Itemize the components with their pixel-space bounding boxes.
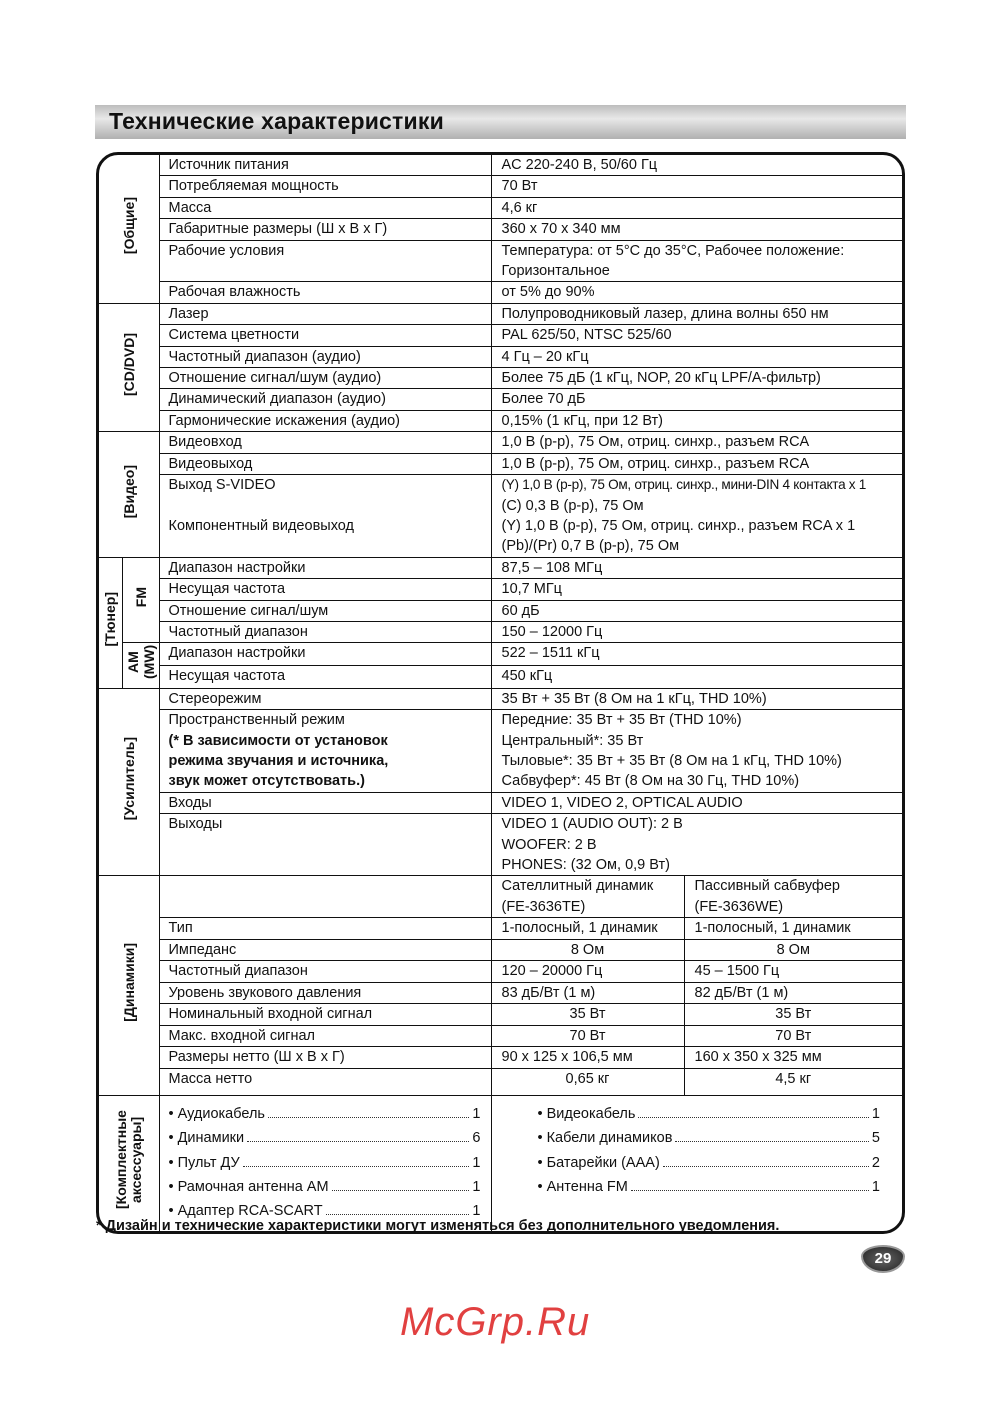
value-cell [491,282,902,303]
table-row [99,389,902,410]
cell-text: Несущая частота [168,581,286,598]
accessory-qty: 1 [472,1202,481,1219]
accessory-item [538,1126,903,1150]
value-cell [491,792,902,813]
cell-text: Видеовыход [168,455,253,472]
param-cell [159,876,491,918]
value-cell [491,710,902,793]
param-cell [159,197,491,218]
section-speakers [99,876,159,1096]
cell-text: 8 Ом [570,941,605,958]
cell-text: (C) 0,3 В (p-p), 75 Ом [501,497,644,514]
cell-text: Макс. входной сигнал [168,1027,315,1044]
value-cell [491,1025,684,1047]
value-cell [491,814,902,876]
param-cell [159,666,491,689]
table-row [99,643,902,666]
cell-text: Размеры нетто (Ш x В x Г) [168,1049,345,1066]
cell-text: 83 дБ/Вт (1 м) [501,984,596,1001]
accessory-name: • Видеокабель [537,1106,636,1123]
param-label: Динамический диапазон (аудио) [168,391,386,408]
table-row [99,325,902,346]
value-cell [684,1004,902,1026]
spec-table-body [99,155,902,1231]
cell-text: Передние: 35 Вт + 35 Вт (THD 10%) [501,712,742,729]
param-cell [159,155,491,176]
value-cell [684,939,902,961]
cell-text: 35 Вт [775,1006,812,1023]
param-cell [159,557,491,578]
cell-text: Тыловые*: 35 Вт + 35 Вт (8 Ом на 1 кГц, THD 10%) [501,752,842,769]
cell-text: 70 Вт [501,178,538,195]
cell-text: VIDEO 1 (AUDIO OUT): 2 В [501,816,683,833]
param-label: Габаритные размеры (Ш x В x Г) [168,221,388,238]
cell-text: Входы [168,794,212,811]
accessories-left [159,1096,491,1232]
cell-text: 60 дБ [501,602,540,619]
cell-text: Номинальный входной сигнал [168,1006,373,1023]
value-cell [684,1047,902,1069]
cell-text: режима звучания и источника, [168,752,389,769]
table-row [99,1047,902,1069]
param-cell [159,643,491,666]
cell-text: 4 Гц – 20 кГц [501,348,589,365]
param-cell [159,1047,491,1069]
cell-text: Пассивный сабвуфер [694,878,840,895]
leader-dots [663,1156,869,1167]
value-cell [491,176,902,197]
cell-text: Температура: от 5°C до 35°C, Рабочее положение: [501,242,845,259]
table-row [99,197,902,218]
accessory-item [169,1175,491,1199]
accessory-item [169,1151,491,1175]
cell-text: 35 Вт [569,1006,606,1023]
param-cell [159,710,491,793]
cell-text: Диапазон настройки [168,559,306,576]
accessory-name: • Рамочная антенна AM [168,1178,329,1195]
section-label-video: [Видео] [120,464,137,518]
accessory-qty: 5 [871,1130,880,1147]
accessory-qty: 2 [871,1154,880,1171]
cell-text: Масса нетто [168,1070,253,1087]
cell-text: Выход S-VIDEO [168,477,276,494]
cell-text: VIDEO 1, VIDEO 2, OPTICAL AUDIO [501,794,743,811]
cell-text: Горизонтальное [501,263,610,280]
param-cell [159,176,491,197]
accessory-name: • Адаптер RCA-SCART [168,1202,323,1219]
section-label-fm: FM [132,586,149,607]
param-cell [159,939,491,961]
value-cell [491,557,902,578]
leader-dots [638,1107,868,1118]
value-cell [684,918,902,940]
cell-text: Частотный диапазон [168,623,308,640]
cell-text: Импеданс [168,941,237,958]
table-row [99,982,902,1004]
section-video [99,432,159,557]
param-cell [159,453,491,474]
table-row [99,346,902,367]
accessory-name: • Аудиокабель [168,1106,265,1123]
cell-text: 90 x 125 x 106,5 мм [501,1049,633,1066]
cell-text: Стереорежим [168,690,262,707]
accessory-qty: 1 [871,1106,880,1123]
leader-dots [675,1131,869,1142]
value-cell [491,453,902,474]
table-row [99,432,902,453]
accessory-qty: 1 [472,1106,481,1123]
value-cell [491,240,902,282]
value-cell [684,961,902,983]
accessory-item [169,1102,491,1126]
accessory-item [538,1175,903,1199]
leader-dots [326,1204,470,1215]
cell-text: Более 70 дБ [501,391,586,408]
table-row [99,1004,902,1026]
cell-text: (Y) 1,0 В (p-p), 75 Ом, отриц. синхр., мини-DIN 4 контакта x 1 [501,477,867,493]
cell-text: Диапазон настройки [168,645,306,662]
section-amp [99,688,159,876]
table-row [99,475,902,558]
cell-text: 0,65 кг [565,1070,610,1087]
subsection-am [122,643,159,688]
section-label-tuner: [Тюнер] [102,592,119,647]
accessory-name: • Батарейки (AAA) [537,1154,660,1171]
cell-text: Тип [168,920,193,937]
param-label: Система цветности [168,327,300,344]
cell-text: от 5% до 90% [501,284,595,301]
cell-text: (Pb)/(Pr) 0,7 В (p-p), 75 Ом [501,538,680,555]
table-row [99,219,902,240]
cell-text: 360 x 70 x 340 мм [501,221,621,238]
param-label: Рабочие условия [168,242,285,259]
cell-text: 70 Вт [775,1027,812,1044]
leader-dots [247,1131,469,1142]
cell-text: 70 Вт [569,1027,606,1044]
table-row [99,176,902,197]
cell-text: AC 220-240 В, 50/60 Гц [501,157,658,173]
param-label: Масса [168,199,212,216]
cell-text: Сабвуфер*: 45 Вт (8 Ом на 30 Гц, THD 10%) [501,773,800,790]
table-row [99,410,902,431]
table-row [99,1068,902,1095]
cell-text: 82 дБ/Вт (1 м) [694,984,789,1001]
accessory-qty: 1 [871,1178,880,1195]
watermark: McGrp.Ru [400,1300,591,1344]
cell-text: Отношение сигнал/шум [168,602,329,619]
value-cell [491,303,902,324]
value-cell [491,1068,684,1095]
param-label: Гармонические искажения (аудио) [168,412,400,429]
value-cell [491,197,902,218]
cell-text: 1,0 В (p-p), 75 Ом, отриц. синхр., разъем RCA [501,434,810,451]
value-cell [491,389,902,410]
param-cell [159,389,491,410]
param-cell [159,303,491,324]
cell-text: 35 Вт + 35 Вт (8 Ом на 1 кГц, THD 10%) [501,690,767,707]
accessory-name: • Динамики [168,1130,245,1147]
value-cell [491,939,684,961]
value-cell [491,579,902,600]
section-label-cddvd: [CD/DVD] [120,332,137,396]
table-row [99,453,902,474]
table-row [99,961,902,983]
cell-text: (Y) 1,0 В (p-p), 75 Ом, отриц. синхр., разъем RCA x 1 [501,517,856,534]
table-row [99,918,902,940]
value-cell [491,368,902,389]
param-label: Частотный диапазон (аудио) [168,348,361,365]
value-cell [491,666,902,689]
cell-text: 1-полосный, 1 динамик [501,920,658,937]
value-cell [491,219,902,240]
value-cell [491,918,684,940]
leader-dots [268,1107,469,1118]
table-row [99,814,902,876]
page-number: 29 [861,1245,905,1273]
accessory-qty: 1 [472,1154,481,1171]
title-bar [95,105,906,139]
leader-dots [332,1180,470,1191]
cell-text: WOOFER: 2 В [501,836,597,853]
cell-text: Центральный*: 35 Вт [501,732,644,749]
value-cell [684,1025,902,1047]
cell-text: 0,15% (1 кГц, при 12 Вт) [501,412,663,429]
value-cell [491,688,902,709]
accessory-name: • Антенна FM [537,1178,628,1195]
table-row [99,792,902,813]
param-cell [159,368,491,389]
cell-text: 1,0 В (p-p), 75 Ом, отриц. синхр., разъем RCA [501,455,810,472]
value-cell [491,432,902,453]
accessories-right [491,1096,902,1232]
cell-text: 450 кГц [501,668,553,685]
table-row [99,282,902,303]
accessory-qty: 6 [472,1130,481,1147]
value-cell [684,1068,902,1095]
value-cell [491,325,902,346]
param-label: Отношение сигнал/шум (аудио) [168,370,382,387]
cell-text: Уровень звукового давления [168,984,362,1001]
param-cell [159,600,491,621]
value-cell [491,475,902,558]
cell-text: Частотный диапазон [168,963,308,980]
cell-text: (FE-3636TE) [501,898,586,915]
cell-text: 1-полосный, 1 динамик [694,920,851,937]
section-label-am: AM (MW) [124,645,157,680]
cell-text: 522 – 1511 кГц [501,645,600,662]
section-cddvd [99,303,159,431]
value-cell [491,155,902,176]
section-label-general: [Общие] [120,197,137,255]
cell-text: Несущая частота [168,668,286,685]
param-cell [159,240,491,282]
cell-text: 10,7 МГц [501,581,562,598]
accessory-name: • Пульт ДУ [168,1154,240,1171]
table-row [99,240,902,282]
section-general [99,155,159,303]
param-label: Лазер [168,305,209,322]
cell-text: PAL 625/50, NTSC 525/60 [501,327,672,344]
spec-table-grid [99,155,902,1231]
table-row [99,939,902,961]
param-cell [159,792,491,813]
leader-dots [631,1180,869,1191]
section-label-accessories: [Комплектные аксессуары] [112,1110,144,1210]
cell-text: звук может отсутствовать.) [168,773,365,790]
section-label-amp: [Усилитель] [120,737,137,821]
table-row [99,876,902,918]
param-cell [159,475,491,558]
param-cell [159,219,491,240]
value-cell [491,621,902,642]
value-cell [491,600,902,621]
param-label: Источник питания [168,157,289,173]
table-row [99,1025,902,1047]
cell-text: Сателлитный динамик [501,878,654,895]
param-cell [159,346,491,367]
subsection-fm [122,557,159,643]
footnote: * Дизайн и технические характеристики могут изменяться без дополнительного уведомления. [96,1218,780,1234]
param-cell [159,579,491,600]
value-cell [684,982,902,1004]
cell-text: 4,6 кг [501,199,538,216]
table-row [99,666,902,689]
cell-text: Компонентный видеовыход [168,517,354,534]
cell-text: 87,5 – 108 МГц [501,559,603,576]
accessory-qty: 1 [472,1178,481,1195]
cell-text: Полупроводниковый лазер, длина волны 650 нм [501,305,829,322]
accessory-name: • Кабели динамиков [537,1130,673,1147]
param-cell [159,1025,491,1047]
table-row [99,710,902,793]
param-label: Рабочая влажность [168,284,301,301]
param-cell [159,410,491,431]
param-cell [159,961,491,983]
cell-text: Пространственный режим [168,712,345,729]
param-cell [159,282,491,303]
param-cell [159,688,491,709]
param-cell [159,814,491,876]
cell-text: 120 – 20000 Гц [501,963,603,980]
table-row [99,579,902,600]
value-cell [491,346,902,367]
param-cell [159,1004,491,1026]
spec-table [96,152,905,1234]
cell-text: 45 – 1500 Гц [694,963,780,980]
cell-text: Более 75 дБ (1 кГц, NOP, 20 кГц LPF/A-фильтр) [501,370,821,387]
table-row [99,1096,902,1232]
value-cell [491,410,902,431]
value-cell [491,1047,684,1069]
cell-text: 150 – 12000 Гц [501,623,603,640]
table-row [99,688,902,709]
page-title: Технические характеристики [109,108,444,134]
column-header-subwoofer [684,876,902,918]
table-row [99,303,902,324]
column-header-satellite [491,876,684,918]
leader-dots [243,1156,470,1167]
cell-text: PHONES: (32 Ом, 0,9 Вт) [501,857,670,873]
value-cell [491,643,902,666]
accessory-item [538,1102,903,1126]
section-tuner [99,557,122,688]
param-cell [159,325,491,346]
param-label: Потребляемая мощность [168,178,339,195]
param-cell [159,621,491,642]
value-cell [491,961,684,983]
section-accessories [99,1096,159,1232]
cell-text: (FE-3636WE) [694,898,784,915]
accessory-item [538,1151,903,1175]
value-cell [491,982,684,1004]
table-row [99,557,902,578]
param-cell [159,918,491,940]
cell-text: Видеовход [168,434,242,451]
cell-text: 4,5 кг [775,1070,812,1087]
param-cell [159,982,491,1004]
table-row [99,155,902,176]
section-label-speakers: [Динамики] [120,943,137,1022]
table-row [99,600,902,621]
cell-text: (* В зависимости от установок [168,732,388,749]
value-cell [491,1004,684,1026]
cell-text: Выходы [168,816,223,833]
accessory-item [169,1126,491,1150]
cell-text: 8 Ом [776,941,810,958]
param-cell [159,1068,491,1095]
table-row [99,368,902,389]
table-row [99,621,902,642]
cell-text: 160 x 350 x 325 мм [694,1049,822,1066]
param-cell [159,432,491,453]
